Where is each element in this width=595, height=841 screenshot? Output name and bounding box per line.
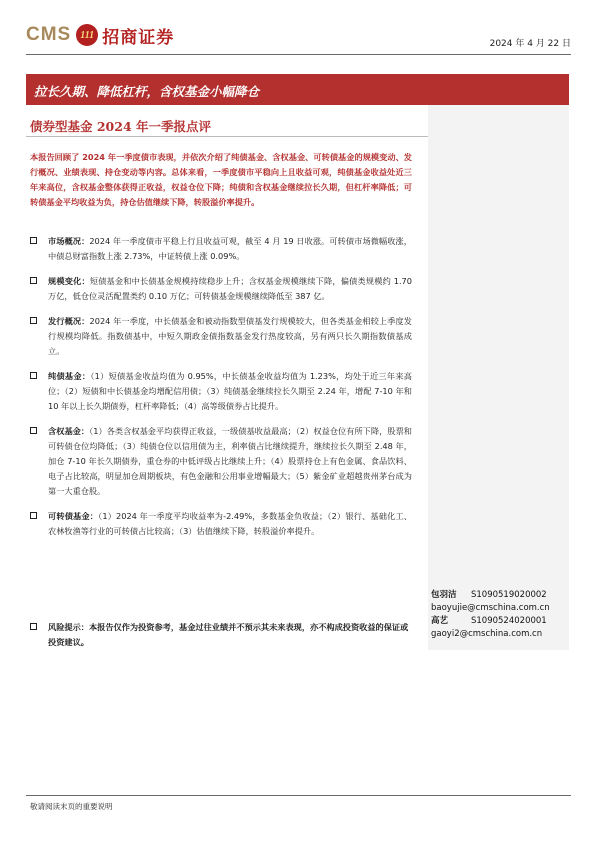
key-point-lead: 发行概况： (48, 316, 90, 326)
report-title: 拉长久期、降低杠杆，含权基金小幅降仓 (34, 84, 260, 99)
checkbox-bullet-icon (30, 424, 48, 499)
key-points-list (30, 234, 412, 549)
key-point-text: 短债基金和中长债基金规模持续稳步上升；含权基金规模继续下降，偏债类规模约 1.70 万亿，低仓位灵活配置类约 0.10 万亿；可转债基金规模继续降低至 387 亿。 (48, 276, 412, 301)
risk-warning-text: 风险提示：本报告仅作为投资参考，基金过往业绩并不预示其未来表现，亦不构成投资收益的保证或投资建议。 (48, 622, 409, 647)
subtitle-divider (26, 136, 428, 137)
logo-chinese-text: 招商证券 (102, 27, 175, 48)
analyst-name: 包羽洁 (431, 590, 457, 600)
footer-note: 敬请阅读末页的重要说明 (30, 802, 113, 811)
key-point-item (30, 234, 412, 264)
risk-warning (30, 620, 412, 650)
report-subtitle: 债券型基金 2024 年一季报点评 (30, 119, 211, 134)
key-point-item (30, 274, 412, 304)
analyst-cert: S1090524020001 (471, 616, 547, 626)
key-point-item (30, 509, 412, 539)
logo-latin-text: CMS (26, 24, 72, 45)
company-logo (26, 22, 174, 48)
key-point-lead: 可转债基金： (48, 511, 99, 521)
report-date: 2024 年 4 月 22 日 (489, 39, 571, 49)
logo-badge-icon (76, 24, 98, 46)
key-point-item (30, 314, 412, 359)
logo-badge-text: 111 (80, 29, 95, 41)
checkbox-bullet-icon (30, 314, 48, 359)
analyst-cert: S1090519020002 (471, 590, 547, 600)
sidebar-panel (428, 105, 569, 650)
checkbox-bullet-icon (30, 509, 48, 539)
analyst-name: 高艺 (431, 616, 449, 626)
checkbox-bullet-icon (30, 369, 48, 414)
checkbox-bullet-icon (30, 620, 48, 650)
key-point-item (30, 369, 412, 414)
key-point-lead: 纯债基金： (48, 371, 91, 381)
checkbox-bullet-icon (30, 234, 48, 264)
key-point-item (30, 424, 412, 499)
checkbox-bullet-icon (30, 274, 48, 304)
header-divider (26, 54, 571, 55)
abstract-paragraph: 本报告回顾了 2024 年一季度债市表现，并依次介绍了纯债基金、含权基金、可转债基金的规模变动、发行概况、业绩表现、持仓变动等内容。总体来看，一季度债市平稳向上且收益可观，纯债基金收益处近三年来高位，含权基金整体获得正收益，权益仓位下降；纯债和含权基金继续拉长久期，但杠杆率降低；可转债基金平均收益为负，持仓估值继续下降，转股溢价率提升。 (30, 152, 412, 207)
key-point-text: 2024 年一季度，中长债基金和被动指数型债基发行规模较大，但各类基金相较上季度发行规模均降低。指数债基中，中短久期政金债指数基金发行热度较高，另有两只长久期指数债基成立。 (48, 316, 412, 356)
analyst-info (431, 589, 567, 641)
key-point-text: （1）各类含权基金平均获得正收益，一级债基收益最高；（2）权益仓位有所下降，股票和可转债仓位均降低；（3）纯债仓位以信用债为主，利率债占比继续提升，继续拉长久期至 2.48 年，加仓 7-10 年长久期债券，重仓券的中低评级占比继续上升；（4）股票持仓上有色金属、食品饮料、电子占比较高，明显加仓周期板块，有色金融和公用事业增幅最大；（5）紫金矿业超越贵州茅台成为第一大重仓股。 (48, 426, 412, 496)
key-point-lead: 市场概况： (48, 236, 90, 246)
key-point-lead: 含权基金： (48, 426, 90, 436)
title-banner (26, 74, 569, 105)
analyst-email[interactable]: gaoyi2@cmschina.com.cn (431, 629, 543, 639)
footer-divider (26, 795, 571, 796)
key-point-text: 2024 年一季度债市平稳上行且收益可观，截至 4 月 19 日收涨。可转债市场微幅收涨，中债总财富指数上涨 2.73%，中证转债上涨 0.09%。 (48, 236, 412, 261)
key-point-text: （1）短债基金收益均值为 0.95%，中长债基金收益均值为 1.23%，均处于近三年来高位；（2）短债和中长债基金均增配信用债；（3）纯债基金继续拉长久期至 2.24 年，增配 7-10 年和 10 年以上长久期债券，杠杆率降低；（4）高等级债券占比提升。 (48, 371, 412, 411)
key-point-lead: 规模变化： (48, 276, 90, 286)
key-point-text: （1）2024 年一季度平均收益率为-2.49%，多数基金负收益；（2）银行、基础化工、农林牧渔等行业的可转债占比较高；（3）估值继续下降，转股溢价率提升。 (48, 511, 412, 536)
analyst-email[interactable]: baoyujie@cmschina.com.cn (431, 603, 550, 613)
